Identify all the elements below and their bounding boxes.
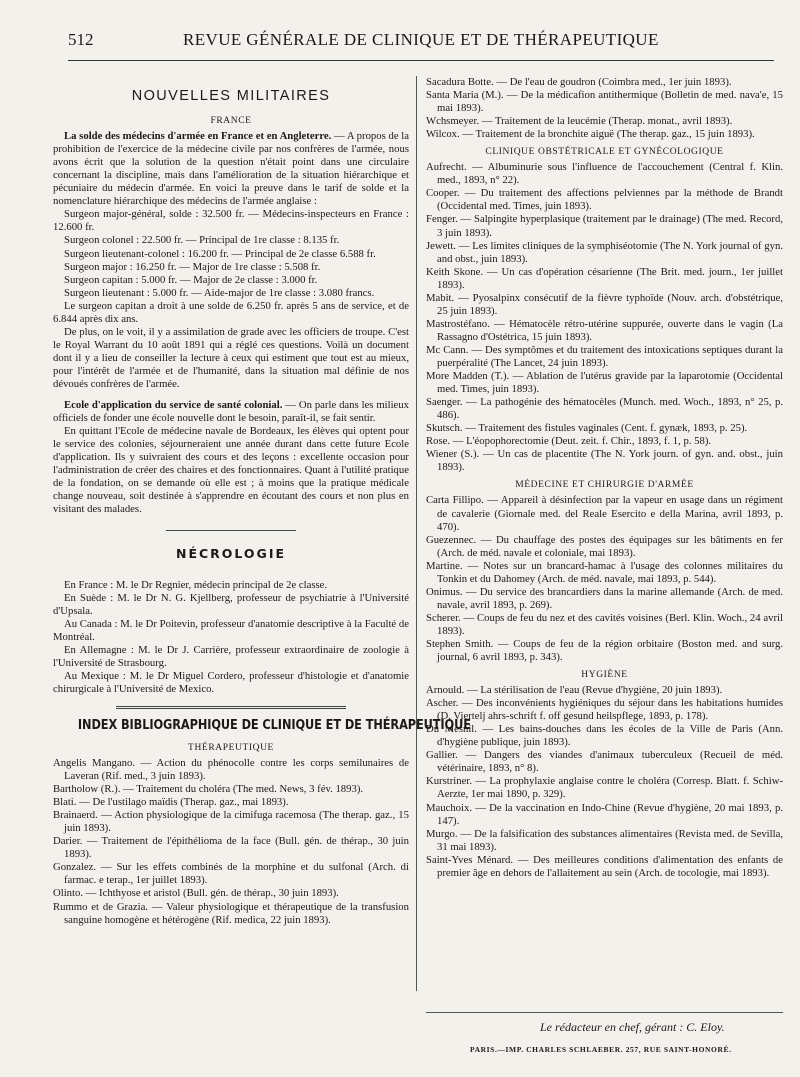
header-rule <box>68 60 774 61</box>
rank-line: Surgeon major-général, solde : 32.500 fr. — Médecins-inspecteurs en France : 12.600 fr. <box>53 208 409 234</box>
bibliography-entry: Angelis Mangano. — Action du phénocolle contre les corps semilunaires de Laveran (Rif. med., 3 juin 1893). <box>53 757 409 783</box>
obituary-item: En Suède : M. le Dr N. G. Kjellberg, professeur de psychiatrie à l'Université d'Upsala. <box>53 591 409 617</box>
spacer <box>53 391 409 399</box>
rank-line: Surgeon capitan : 5.000 fr. — Major de 2e classe : 3.000 fr. <box>64 273 318 286</box>
subsection-label-france: FRANCE <box>210 116 252 127</box>
bibliography-entry: Santa Maria (M.). — De la médicafion antithermique (Bolletin de med. nava'e, 15 mai 1893). <box>426 89 783 115</box>
bibliography-entry: Arnould. — La stérilisation de l'eau (Revue d'hygiène, 20 juin 1893). <box>426 684 723 697</box>
bibliography-entry: More Madden (T.). — Ablation de l'utérus gravide par la laparotomie (Occidental med. Times, juin 1893). <box>426 370 783 396</box>
bibliography-entry: Mc Cann. — Des symptômes et du traitement des intoxications septiques durant la puerpéralité (The Lancet, 24 juin 1893). <box>426 343 783 369</box>
bibliography-entry: Martine. — Notes sur un brancard-hamac à l'usage des colonnes militaires du Tonkin et du Dahomey (Arch. de méd. navale, mai 1893, p. 544). <box>426 559 783 585</box>
section-divider <box>166 530 296 531</box>
subsection-label-obstetricale: CLINIQUE OBSTÉTRICALE ET GYNÉCOLOGIQUE <box>485 147 724 158</box>
subsection-label-hygiene: HYGIÈNE <box>581 670 628 681</box>
bibliography-entry: Carta Fillipo. — Appareil à désinfection par la vapeur en usage dans un régiment de cavalerie (Giornale med. del Reale Esercito e della Marina, avril 1893, p. 470). <box>426 494 783 533</box>
obituary-item: En France : M. le Dr Regnier, médecin principal de 2e classe. <box>64 578 328 591</box>
article-heading: Ecole d'application du service de santé colonial. <box>64 399 283 412</box>
bibliography-entry: Cooper. — Du traitement des affections pelviennes par la méthode de Brandt (Occidental med. Times, juin 1893). <box>426 187 783 213</box>
article-text: — On parle dans les milieux officiels de fonder une école nouvelle dont le besoin, paraît-il, se fait sentir. <box>53 399 409 425</box>
paragraph: En quittant l'Ecole de médecine navale de Bordeaux, les élèves qui optent pour le service des colonies, séjourneraient une année durant dans cette future Ecole d'application. Ils y suivraient des cours et des leçons : excellente occasion pour l'administration de créer des chaires et des fonctionnaires. Quant à l'utilité pratique de la fondation, on se demande où elle est ; à moins que la pratique médicale change nouveau, soit destinée à s'apprendre en écoutant des cours et non plus en visitant des malades. <box>53 425 409 516</box>
paragraph: Le surgeon capitan a droit à une solde de 6.250 fr. après 5 ans de service, et de 6.844 après dix ans. <box>53 299 409 325</box>
signature-text: Le rédacteur en chef, gérant : C. Eloy. <box>540 1020 725 1034</box>
article-heading: La solde des médecins d'armée en France et en Angleterre. <box>64 130 332 143</box>
bibliography-entry: Saenger. — La pathogénie des hématocèles (Munch. med. Woch., 1893, n° 25, p. 486). <box>426 396 783 422</box>
bibliography-entry: Gallier. — Dangers des viandes d'animaux tuberculeux (Recueil de méd. vétérinaire, 1893, n° 8). <box>426 749 783 775</box>
article-ecole <box>53 399 409 425</box>
rank-line: Surgeon major : 16.250 fr. — Major de 1re classe : 5.508 fr. <box>64 260 321 273</box>
subsection-label-therapeutique: THÉRAPEUTIQUE <box>188 742 274 753</box>
bibliography-entry: Jewett. — Les limites cliniques de la symphiséotomie (The N. York journal of gyn. and obst., juin 1893). <box>426 239 783 265</box>
bibliography-entry: Wilcox. — Traitement de la bronchite aiguë (The therap. gaz., 15 juin 1893). <box>426 128 755 141</box>
section-divider-double <box>116 706 346 709</box>
section-title-index: INDEX BIBLIOGRAPHIQUE DE CLINIQUE ET DE THÉRAPEUTIQUE <box>77 717 471 733</box>
bibliography-entry: Murgo. — De la falsification des substances alimentaires (Revista med. de Sevilla, 31 mai 1893). <box>426 827 783 853</box>
bibliography-entry: Aufrecht. — Albuminurie sous l'influence de l'accouchement (Central f. Klin. med., 1893, n° 22). <box>426 161 783 187</box>
bibliography-entry: Mabit. — Pyosalpinx consécutif de la fièvre typhoïde (Nouv. arch. d'obstétrique, 25 juin 1893). <box>426 291 783 317</box>
paragraph: De plus, on le voit, il y a assimilation de grade avec les officiers de troupe. C'est le Royal Warrant du 10 août 1891 qui a réglé ces questions. Voilà un document dont il y a lieu de conseiller la lecture à ceux qui estiment que tout est au mieux, pour l'intérêt de l'armée et de l'humanité, dans la situation mal définie de nos dévoués confrères de l'armée. <box>53 325 409 390</box>
bibliography-entry: Sacadura Botte. — De l'eau de goudron (Coimbra med., 1er juin 1893). <box>426 76 732 88</box>
bibliography-entry: Mastrostéfano. — Hématocèle rétro-utérine suppurée, ouverte dans le vagin (La Rassagno d'Ostétrica, 15 juin 1893). <box>426 317 783 343</box>
bibliography-entry: Keith Skone. — Un cas d'opération césarienne (The Brit. med. journ., 1er juillet 1893). <box>426 265 783 291</box>
subsection-label-armee: MÉDECINE ET CHIRURGIE D'ARMÉE <box>515 480 694 491</box>
rank-line: Surgeon lieutenant-colonel : 16.200 fr. — Principal de 2e classe 6.588 fr. <box>64 247 376 260</box>
article-text: — A propos de la prohibition de l'exercice de la médecine civile par nos confrères de l'armée, nous avons écrit que la solution de la question n'était point dans une circulaire concernant la discipline, mais dans l'amélioration de la situation hiérarchique et pécuniaire du médecin d'armée. En voici la preuve dans le tarif de solde et la nomenclature hiérarchique des médecins de l'armée anglaise : <box>53 130 410 208</box>
bibliography-entry: Skutsch. — Traitement des fistules vaginales (Cent. f. gynæk, 1893, p. 25). <box>426 422 748 435</box>
editor-signature <box>540 1020 725 1035</box>
signature-rule <box>426 1012 783 1013</box>
bibliography-entry: Stephen Smith. — Coups de feu de la région orbitaire (Boston med. and surg. journal, 6 avril 1893, p. 343). <box>426 637 783 664</box>
bibliography-entry: Bartholow (R.). — Traitement du choléra (The med. News, 3 fév. 1893). <box>53 783 364 796</box>
running-title: REVUE GÉNÉRALE DE CLINIQUE ET DE THÉRAPEUTIQUE <box>183 30 659 49</box>
bibliography-entry: Scherer. — Coups de feu du nez et des cavités voisines (Berl. Klin. Woch., 24 avril 1893). <box>426 611 783 637</box>
bibliography-entry: Wiener (S.). — Un cas de placentite (The N. York journ. of gyn. and. obst., juin 1893). <box>426 448 783 474</box>
obituary-item: En Allemagne : M. le Dr J. Carrière, professeur extraordinaire de zoologie à l'Université de Strasbourg. <box>53 643 409 669</box>
page-number: 512 <box>68 30 94 49</box>
section-title-necrologie: NÉCROLOGIE <box>175 546 287 562</box>
bibliography-entry: Du Mesnil. — Les bains-douches dans les écoles de la Ville de Paris (Ann. d'hygiène publique, juin 1893). <box>426 723 783 749</box>
bibliography-entry: Olinto. — Ichthyose et aristol (Bull. gén. de thérap., 30 juin 1893). <box>53 887 339 900</box>
bibliography-entry: Blati. — De l'ustilago maïdis (Therap. gaz., mai 1893). <box>53 796 289 809</box>
bibliography-entry: Brainaerd. — Action physiologique de la cimifuga racemosa (The therap. gaz., 15 juin 1893). <box>53 809 409 835</box>
obituary-item: Au Canada : M. le Dr Poitevin, professeur d'anatomie descriptive à la Faculté de Montréal. <box>53 617 409 643</box>
bibliography-entry: Guezennec. — Du chauffage des postes des équipages sur les bâtiments en fer (Arch. de méd. navale et coloniale, mai 1893). <box>426 533 783 559</box>
bibliography-entry: Wchsmeyer. — Traitement de la leucémie (Therap. monat., avril 1893). <box>426 115 733 128</box>
section-title-militaires: NOUVELLES MILITAIRES <box>131 88 331 104</box>
rank-line: Surgeon colonel : 22.500 fr. — Principal de 1re classe : 8.135 fr. <box>64 234 340 247</box>
right-column <box>426 76 783 996</box>
left-column <box>53 76 471 1061</box>
bibliography-entry: Gonzalez. — Sur les effets combinés de la morphine et du sulfonal (Arch. di farmac. e terap., 1er juillet 1893). <box>53 861 409 887</box>
rank-line: Surgeon lieutenant : 5.000 fr. — Aide-major de 1re classe : 3.080 francs. <box>64 286 375 299</box>
article-solde <box>53 130 409 208</box>
obituary-item: Au Mexique : M. le Dr Miguel Cordero, professeur d'histologie et d'anatomie chirurgicale à l'Université de Mexico. <box>53 669 409 695</box>
bibliography-entry: Ascher. — Des inconvénients hygiéniques du séjour dans les habitations humides (D. Viertelj ahrs-schrift f. off gesund heilspflege, 1893, p. 178). <box>426 697 783 723</box>
bibliography-entry: Onimus. — Du service des brancardiers dans la marine allemande (Arch. de med. navale, avril 1893, p. 269). <box>426 585 783 611</box>
bibliography-entry: Kurstriner. — La prophylaxie anglaise contre le choléra (Corresp. Blatt. f. Schiw-Aerzte, 1er mai 1890, p. 329). <box>426 775 783 801</box>
bibliography-entry: Fenger. — Salpingite hyperplasique (traitement par le drainage) (The med. Record, 3 juin 1893). <box>426 213 783 239</box>
bibliography-entry: Darier. — Traitement de l'épithélioma de la face (Bull. gén. de thérap., 30 juin 1893). <box>53 835 409 861</box>
bibliography-entry: Saint-Yves Ménard. — Des meilleures conditions d'alimentation des enfants de premier âge en dehors de l'allaitement au sein (Arch. de tocologie, mai 1893). <box>426 853 783 879</box>
column-divider <box>416 76 417 991</box>
bibliography-entry: Rummo et de Grazia. — Valeur physiologique et thérapeutique de la transfusion sanguine homogène et hétérogène (Rif. medica, 22 juin 1893). <box>53 900 409 926</box>
bibliography-entry: Mauchoix. — De la vaccination en Indo-Chine (Revue d'hygiène, 20 mai 1893, p. 147). <box>426 801 783 827</box>
page-header <box>68 30 774 54</box>
bibliography-entry: Rose. — L'éopophorectomie (Deut. zeit. f. Chir., 1893, f. 1, p. 58). <box>426 435 712 448</box>
printer-imprint: PARIS.—IMP. CHARLES SCHLAEBER. 257, RUE SAINT-HONORÉ. <box>470 1045 732 1054</box>
